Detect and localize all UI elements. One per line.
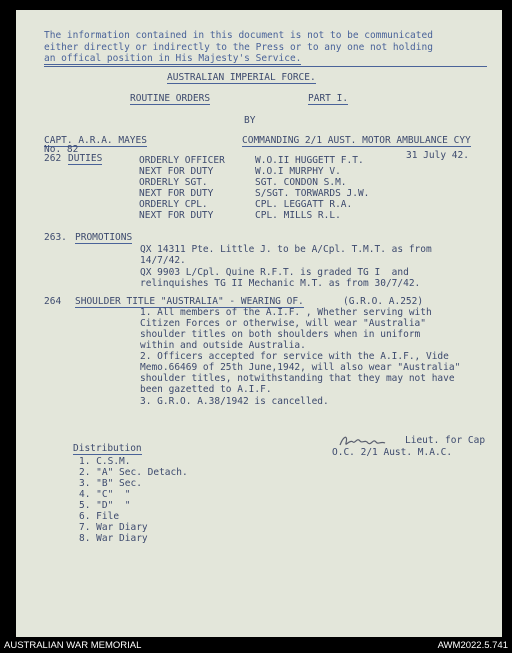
archive-footer: [0, 637, 512, 653]
shoulder-line: been gazetted to A.I.F.: [140, 384, 272, 395]
distribution-title: Distribution: [73, 443, 142, 454]
footer-institution: AUSTRALIAN WAR MEMORIAL: [4, 640, 142, 651]
distribution-item: 7. War Diary: [79, 522, 148, 533]
distribution-item: 1. C.S.M.: [79, 456, 131, 467]
promotions-title: PROMOTIONS: [75, 232, 133, 243]
shoulder-title: SHOULDER TITLE "AUSTRALIA" - WEARING OF.: [75, 296, 304, 307]
promotion-line: relinquishes TG II Mechanic M.T. as from 30/7/42.: [140, 278, 421, 289]
duty-name: W.O.II HUGGETT F.T.: [255, 155, 364, 166]
shoulder-line: Memo.66469 of 25th June,1942, will also wear "Australia": [140, 362, 461, 373]
duty-role: NEXT FOR DUTY: [139, 210, 214, 221]
shoulder-line: 2. Officers accepted for service with the A.I.F., Vide: [140, 351, 449, 362]
duty-role: NEXT FOR DUTY: [139, 166, 214, 177]
command-line: COMMANDING 2/1 AUST. MOTOR AMBULANCE CYY: [242, 135, 471, 146]
duty-role: ORDERLY CPL.: [139, 199, 208, 210]
duties-number: 262: [44, 153, 62, 164]
shoulder-line: shoulder titles on both shoulders when in uniform: [140, 329, 421, 340]
officer-name: CAPT. A.R.A. MAYES: [44, 135, 147, 146]
notice-line-1: The information contained in this document is not to be communicated: [44, 30, 433, 41]
shoulder-line: 1. All members of the A.I.F. , Whether serving with: [140, 307, 432, 318]
duty-name: SGT. CONDON S.M.: [255, 177, 347, 188]
shoulder-reference: (G.R.O. A.252): [343, 296, 424, 307]
footer-reference: AWM2022.5.741: [437, 640, 508, 651]
promotions-number: 263.: [44, 232, 67, 243]
order-number: No. 82: [44, 144, 79, 155]
shoulder-number: 264: [44, 296, 62, 307]
shoulder-line: within and outside Australia.: [140, 340, 306, 351]
notice-line-2: either directly or indirectly to the Press or to any one not holding: [44, 42, 433, 53]
promotion-line: 14/7/42.: [140, 255, 186, 266]
order-date: 31 July 42.: [406, 150, 469, 161]
shoulder-line: Citizen Forces or otherwise, will wear "Australia": [140, 318, 426, 329]
duties-title: DUTIES: [68, 153, 103, 164]
duty-role: ORDERLY OFFICER: [139, 155, 225, 166]
notice-line-3: an offical position in His Majesty's Service.: [44, 53, 302, 64]
document-page: [16, 10, 502, 637]
force-heading: AUSTRALIAN IMPERIAL FORCE.: [167, 72, 316, 83]
shoulder-line: shoulder titles, notwithstanding that they may not have: [140, 373, 455, 384]
duty-role: ORDERLY SGT.: [139, 177, 208, 188]
shoulder-line: 3. G.R.O. A.38/1942 is cancelled.: [140, 396, 329, 407]
promotion-line: QX 14311 Pte. Little J. to be A/Cpl. T.M.T. as from: [140, 244, 432, 255]
distribution-item: 5. "D" ": [79, 500, 131, 511]
notice-rule: [44, 66, 487, 67]
duty-role: NEXT FOR DUTY: [139, 188, 214, 199]
duty-name: CPL. LEGGATT R.A.: [255, 199, 353, 210]
orders-heading: ROUTINE ORDERS: [130, 93, 211, 104]
duty-name: W.O.I MURPHY V.: [255, 166, 341, 177]
duty-name: CPL. MILLS R.L.: [255, 210, 341, 221]
by-label: BY: [244, 115, 256, 126]
promotion-line: QX 9903 L/Cpl. Quine R.F.T. is graded TG I and: [140, 267, 409, 278]
distribution-item: 6. File: [79, 511, 120, 522]
signature-rank: Lieut. for Cap: [405, 435, 486, 446]
distribution-item: 4. "C" ": [79, 489, 131, 500]
distribution-item: 3. "B" Sec.: [79, 478, 142, 489]
signature-unit: O.C. 2/1 Aust. M.A.C.: [332, 447, 453, 458]
part-heading: PART I.: [308, 93, 349, 104]
distribution-item: 8. War Diary: [79, 533, 148, 544]
duty-name: S/SGT. TORWARDS J.W.: [255, 188, 370, 199]
distribution-item: 2. "A" Sec. Detach.: [79, 467, 188, 478]
